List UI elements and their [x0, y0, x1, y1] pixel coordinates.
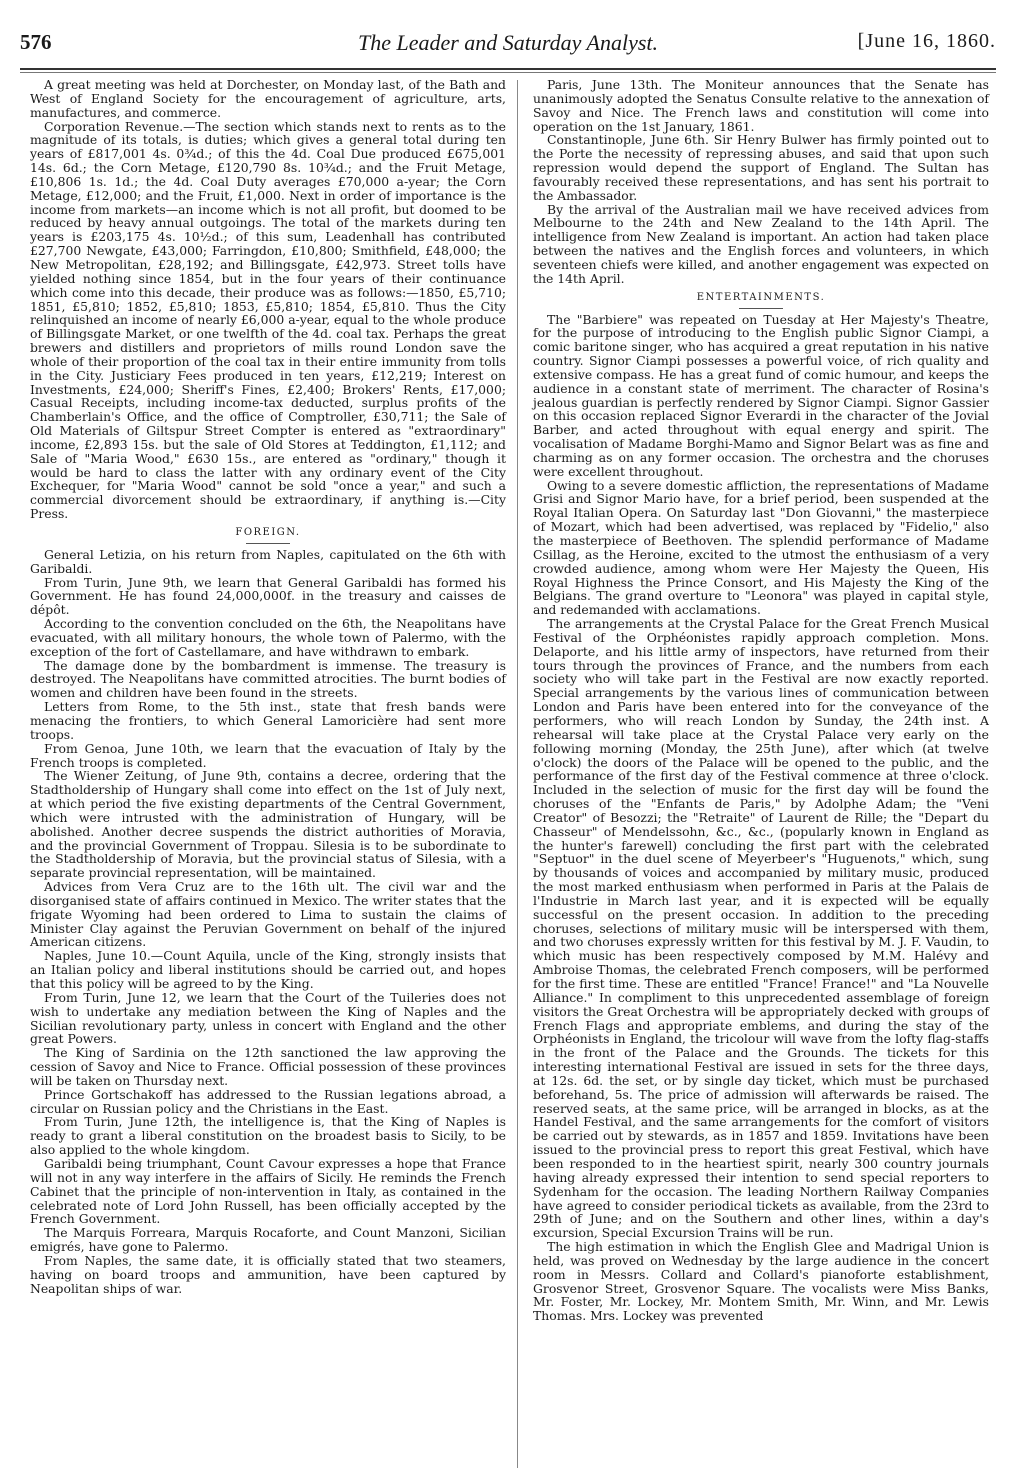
- right-column: [533, 78, 989, 1323]
- publication-title: The Leader and Saturday Analyst.: [357, 30, 659, 55]
- section-heading-foreign: FOREIGN.: [30, 526, 506, 544]
- article-paragraph: Naples, June 10.—Count Aquila, uncle of the King, strongly insists that an Italian policy and liberal institutions should be carried out, and hopes that this policy will be agreed to by the King.: [30, 948, 506, 991]
- page-number: 576: [20, 30, 52, 54]
- article-paragraph: The Wiener Zeitung, of June 9th, contains a decree, ordering that the Stadtholdership of Hungary shall come into effect on the 1st of July next, at which period the five existing departments of the Central Government, which were intrusted with the administration of Hungary, will be abolished. Another decree suspends the district authorities of Moravia, and the provincial Government of Troppau. Silesia is to be subordinate to the Stadtholdership of Moravia, but the provincial status of Silesia, with a separate provincial representation, will be maintained.: [30, 768, 506, 881]
- article-paragraph: General Letizia, on his return from Naples, capitulated on the 6th with Garibaldi.: [30, 546, 506, 576]
- page-header: [20, 30, 996, 64]
- article-paragraph: From Turin, June 12th, the intelligence is, that the King of Naples is ready to grant a liberal constitution on the broadest basis to Sicily, to be also applied to the whole kingdom.: [30, 1114, 506, 1158]
- article-paragraph: The "Barbiere" was repeated on Tuesday at Her Majesty's Theatre, for the purpose of introducing to the English public Signor Ciampi, a comic baritone singer, who has acquired a great reputation in his native country. Signor Ciampi possesses a powerful voice, of rich quality and extensive compass. He has a great fund of comic humour, and keeps the audience in a constant state of merriment. The character of Rosina's jealous guardian is perfectly rendered by Signor Ciampi. Signor Gassier on this occasion replaced Signor Everardi in the character of the Jovial Barber, and acted throughout with equal energy and spirit. The vocalisation of Madame Borghi-Mamo and Signor Belart was as fine and charming as on any former occasion. The orchestra and the choruses were excellent throughout.: [533, 311, 989, 479]
- article-paragraph: According to the convention concluded on the 6th, the Neapolitans have evacuated, with all military honours, the whole town of Palermo, with the exception of the fort of Castellamare, and have withdrawn to embark.: [30, 616, 506, 659]
- article-paragraph: From Turin, June 9th, we learn that General Garibaldi has formed his Government. He has found 24,000,000f. in the treasury and caisses de dépôt.: [30, 574, 506, 618]
- article-paragraph: Letters from Rome, to the 5th inst., state that fresh bands were menacing the frontiers, to which General Lamoricière had sent more troops.: [30, 699, 506, 742]
- article-paragraph: Prince Gortschakoff has addressed to the Russian legations abroad, a circular on Russian policy and the Christians in the East.: [30, 1086, 506, 1116]
- issue-date: [June 16, 1860.: [857, 30, 996, 52]
- header-rule: [20, 68, 996, 73]
- article-paragraph: Paris, June 13th. The Moniteur announces that the Senate has unanimously adopted the Senatus Consulte relative to the annexation of Savoy and Nice. The French laws and constitution will come into operation on the 1st January, 1861.: [533, 77, 989, 134]
- left-column: [30, 78, 506, 1295]
- article-paragraph: By the arrival of the Australian mail we have received advices from Melbourne to the 24th and New Zealand to the 14th April. The intelligence from New Zealand is important. An action had taken place between the natives and the English forces and volunteers, in which seventeen chiefs were killed, and another engagement was expected on the 14th April.: [533, 201, 989, 286]
- article-paragraph: Advices from Vera Cruz are to the 16th ult. The civil war and the disorganised state of affairs continued in Mexico. The writer states that the frigate Wyoming had been ordered to Lima to sustain the claims of Minister Clay against the Peruvian Government on behalf of the injured American citizens.: [30, 879, 506, 950]
- article-paragraph: The damage done by the bombardment is immense. The treasury is destroyed. The Neapolitans have committed atrocities. The burnt bodies of women and children have been found in the streets.: [30, 657, 506, 701]
- article-paragraph: Owing to a severe domestic affliction, the representations of Madame Grisi and Signor Mario have, for a brief period, been suspended at the Royal Italian Opera. On Saturday last "Don Giovanni," the masterpiece of Mozart, which had been advertised, was replaced by "Fidelio," also the masterpiece of Beethoven. The splendid performance of Madame Csillag, as the Heroine, excited to the utmost the enthusiasm of a very crowded audience, among whom were Her Majesty the Queen, His Royal Highness the Prince Consort, and His Majesty the King of the Belgians. The grand overture to "Leonora" was played in capital style, and redemanded with acclamations.: [533, 477, 989, 618]
- article-paragraph: From Turin, June 12, we learn that the Court of the Tuileries does not wish to undertake any mediation between the King of Naples and the Sicilian revolutionary party, unless in concert with England and the other great Powers.: [30, 989, 506, 1047]
- article-paragraph: A great meeting was held at Dorchester, on Monday last, of the Bath and West of England Society for the encouragement of agriculture, arts, manufactures, and commerce.: [30, 77, 506, 120]
- article-paragraph: The King of Sardinia on the 12th sanctioned the law approving the cession of Savoy and Nice to France. Official possession of these provinces will be taken on Thursday next.: [30, 1045, 506, 1088]
- article-paragraph: Garibaldi being triumphant, Count Cavour expresses a hope that France will not in any way interfere in the affairs of Sicily. He reminds the French Cabinet that the principle of non-intervention in Italy, as contained in the celebrated note of Lord John Russell, has been officially accepted by the French Government.: [30, 1155, 506, 1227]
- article-paragraph: The arrangements at the Crystal Palace for the Great French Musical Festival of the Orphéonistes rapidly approach completion. Mons. Delaporte, and his little army of inspectors, have returned from their tours through the provinces of France, and the numbers from each society who will take part in the Festival are now exactly reported. Special arrangements by the various lines of communication between London and Paris have been entered into for the conveyance of the performers, who will reach London by Sunday, the 24th inst. A rehearsal will take place at the Crystal Palace very early on the following morning (Monday, the 25th June), after which (at twelve o'clock) the doors of the Palace will be opened to the public, and the performance of the first day of the Festival commence at three o'clock. Included in the selection of music for the first day will be found the choruses of the "Enfants de Paris," by Adolphe Adam; the "Veni Creator" of Besozzi; the "Retraite" of Laurent de Rille; the "Depart du Chasseur" of Mendelssohn, &c., &c., (popularly known in England as the hunter's farewell) concluding the first part with the celebrated "Septuor" in the duel scene of Meyerbeer's "Huguenots," which, sung by thousands of voices and accompanied by military music, produced the most marked enthusiasm when performed in Paris at the Palais de l'Industrie in March last year, and it is expected will be equally successful on the present occasion. In addition to the preceding choruses, selections of military music will be interspersed with them, and two choruses expressly written for this festival by M. J. F. Vaudin, to which music has been respectively composed by M.M. Halévy and Ambroise Thomas, the celebrated French composers, will be performed for the first time. These are entitled "France! France!" and "La Nouvelle Alliance." In compliment to this unprecedented assemblage of foreign visitors the Great Orchestra will be appropriately decked with groups of French Flags and appropriate emblems, and during the stay of the Orphéonists in England, the tricolour will wave from the lofty flag-staffs in the front of the Palace and the Grounds. The tickets for this interesting international Festival are issued in sets for the three days, at 12s. 6d. the set, or by single day ticket, which must be purchased beforehand, 5s. The price of admission will afterwards be raised. The reserved seats, at the same price, will be arranged in blocks, as at the Handel Festival, and the same arrangements for the comfort of visitors be carried out by stewards, as in 1857 and 1859. Invitations have been issued to the provincial press to report this great Festival, which have been responded to in the heartiest spirit, nearly 300 country journals having already expressed their intention to send special reporters to Sydenham for the occasion. The leading Northern Railway Companies have agreed to consider periodical tickets as available, from the 23rd to 29th of June; and on the Southern and other lines, within a day's excursion, Special Excursion Trains will be run.: [533, 616, 989, 1241]
- article-paragraph: From Naples, the same date, it is officially stated that two steamers, having on board troops and ammunition, have been captured by Neapolitan ships of war.: [30, 1252, 506, 1296]
- article-paragraph: From Genoa, June 10th, we learn that the evacuation of Italy by the French troops is completed.: [30, 740, 506, 770]
- column-divider: [517, 80, 518, 1468]
- article-paragraph: The high estimation in which the English Glee and Madrigal Union is held, was proved on Wednesday by the large audience in the concert room in Messrs. Collard and Collard's pianoforte establishment, Grosvenor Street, Grosvenor Square. The vocalists were Miss Banks, Mr. Foster, Mr. Lockey, Mr. Montem Smith, Mr. Winn, and Mr. Lewis Thomas. Mrs. Lockey was prevented: [533, 1239, 989, 1324]
- section-heading-entertainments: ENTERTAINMENTS.: [533, 291, 989, 309]
- article-paragraph: The Marquis Forreara, Marquis Rocaforte, and Count Manzoni, Sicilian emigrés, have gone to Palermo.: [30, 1225, 506, 1255]
- article-paragraph: Constantinople, June 6th. Sir Henry Bulwer has firmly pointed out to the Porte the necessity of repressing abuses, and said that upon such repression would depend the support of England. The Sultan has favourably received these representations, and has sent his portrait to the Ambassador.: [533, 132, 989, 203]
- article-paragraph: Corporation Revenue.—The section which stands next to rents as to the magnitude of its totals, is duties; which gives a general total during ten years of £817,001 4s. 0¾d.; of this the 4d. Coal Due produced £675,001 14s. 6d.; the Corn Metage, £120,790 8s. 10¾d.; and the Fruit Metage, £10,806 1s. 1d.; the 4d. Coal Duty averages £70,000 a-year; the Corn Metage, £12,000; and the Fruit, £1,000. Next in order of importance is the income from markets—an income which is not all profit, but doomed to be reduced by heavy annual outgoings. The total of the markets during ten years is £203,175 4s. 10½d.; of this sum, Leadenhall has contributed £27,700 Newgate, £43,000; Farringdon, £10,800; Smithfield, £48,000; the New Metropolitan, £28,192; and Billingsgate, £42,973. Street tolls have yielded nothing since 1854, but in the four years of their continuance which come into this decade, their produce was as follows:—1850, £5,710; 1851, £5,810; 1852, £5,810; 1853, £5,810; 1854, £5,810. Thus the City relinquished an income of nearly £6,000 a-year, equal to the whole produce of Billingsgate Market, or one twelfth of the 4d. coal tax. Perhaps the great brewers and distillers and proprietors of mills round London save the whole of their proportion of the coal tax in their entire immunity from tolls in the City. Justiciary Fees produced in ten years, £12,219; Interest on Investments, £24,000; Sheriff's Fines, £2,400; Brokers' Rents, £17,000; Casual Receipts, including income-tax deducted, surplus profits of the Chamberlain's Office, and the office of Comptroller, £30,711; the Sale of Old Materials of Giltspur Street Compter is entered as "extraordinary" income, £2,893 15s. but the sale of Old Stores at Teddington, £1,112; and Sale of "Maria Wood," £630 15s., are entered as "ordinary," though it would be hard to class the latter with any ordinary event of the City Exchequer, for "Maria Wood" cannot be sold "once a year," and such a commercial divorcement should be extraordinary, if anything is.—City Press.: [30, 118, 506, 522]
